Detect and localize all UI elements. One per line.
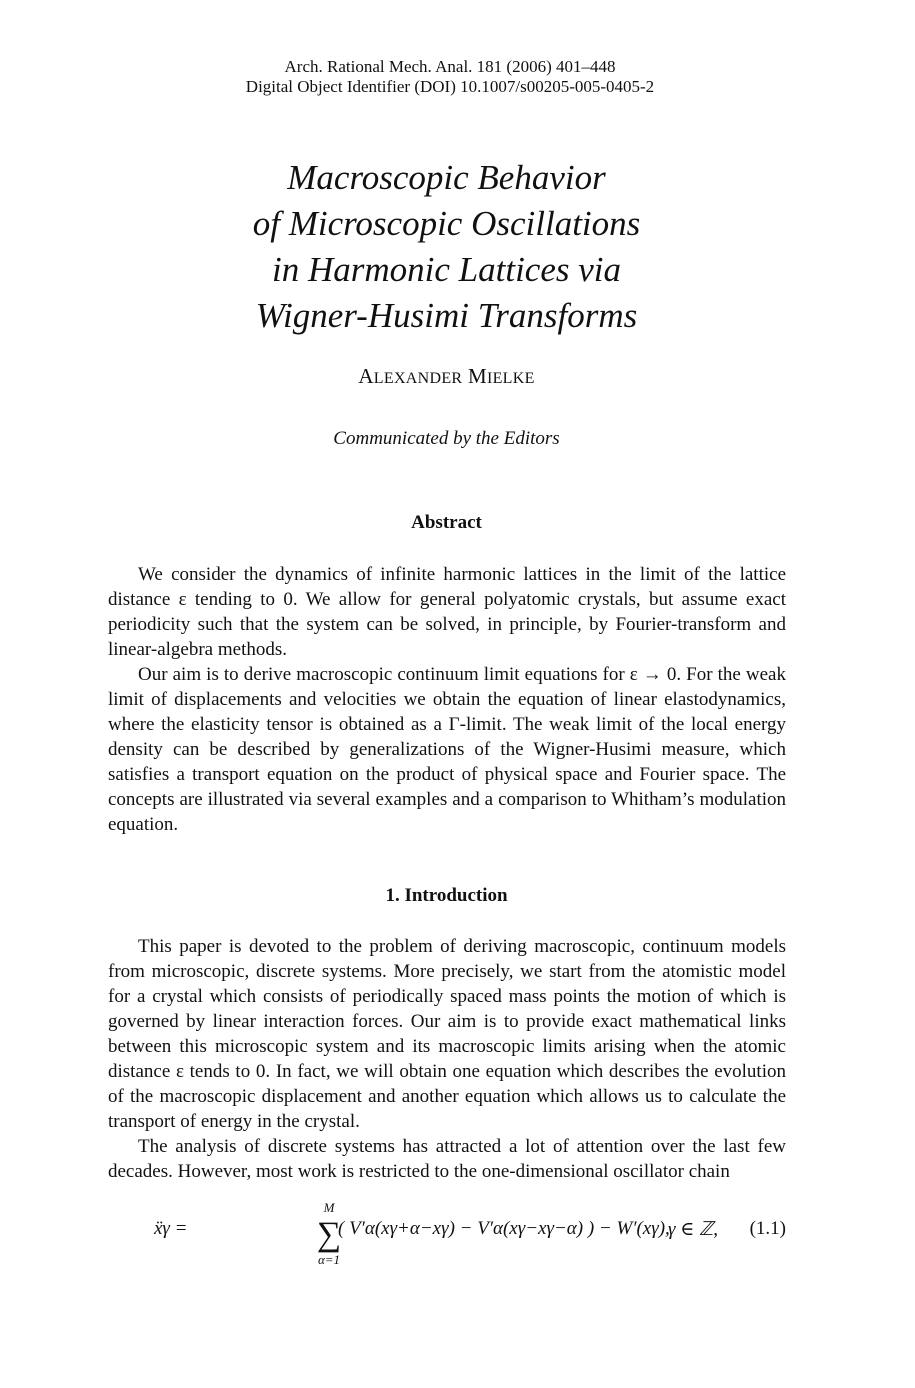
sum-lower-limit: α=1: [317, 1252, 341, 1267]
author-last-initial: M: [467, 364, 487, 388]
equation-rhs: ( V′α(xγ+α−xγ) − V′α(xγ−xγ−α) ) − W′(xγ),: [338, 1218, 670, 1239]
author-first-rest: LEXANDER: [373, 370, 463, 387]
paper-title: [0, 155, 893, 339]
equation-number: (1.1): [749, 1218, 786, 1239]
equation-condition: γ ∈ ℤ,: [668, 1219, 718, 1240]
introduction-heading: 1. Introduction: [385, 885, 508, 906]
abstract-text: [108, 562, 786, 837]
title-line-3: in Harmonic Lattices via: [272, 250, 621, 289]
intro-paragraph-2: The analysis of discrete systems has attracted a lot of attention over the last few decades. However, most work is restricted to the one-dimensional oscillator chain: [108, 1136, 786, 1182]
intro-paragraph-1: This paper is devoted to the problem of deriving macroscopic, continuum models from microscopic, discrete systems. More precisely, we start from the atomistic model for a crystal which consists of periodically spaced mass points the motion of which is governed by linear interaction forces. Our aim is to provide exact mathematical links between this microscopic system and its macroscopic limits arising when the atomic distance ε tends to 0. In fact, we will obtain one equation which describes the evolution of the macroscopic displacement and another equation which allows us to calculate the transport of energy in the crystal.: [108, 936, 786, 1132]
communicated-by: Communicated by the Editors: [333, 428, 560, 449]
abstract-paragraph-2: Our aim is to derive macroscopic continuum limit equations for ε → 0. For the weak limit of displacements and velocities we obtain the equation of linear elastodynamics, where the elasticity tensor is obtained as a Γ-limit. The weak limit of the local energy density can be described by generalizations of the Wigner-Husimi measure, which satisfies a transport equation on the product of physical space and Fourier space. The concepts are illustrated via several examples and a comparison to Whitham’s modulation equation.: [108, 664, 786, 835]
journal-citation: Arch. Rational Mech. Anal. 181 (2006) 401–448: [284, 57, 616, 76]
abstract-heading: Abstract: [411, 512, 482, 533]
author-name: [0, 364, 893, 389]
equation-lhs: ẍγ =: [154, 1218, 188, 1239]
journal-header: [0, 57, 900, 97]
equation-1-1: [108, 1200, 786, 1270]
abstract-paragraph-1: We consider the dynamics of infinite harmonic lattices in the limit of the lattice distance ε tending to 0. We allow for general polyatomic crystals, but assume exact periodicity such that the system can be solved, in principle, by Fourier-transform and linear-algebra methods.: [108, 564, 786, 660]
author-first-initial: A: [358, 364, 374, 388]
author-last-rest: IELKE: [486, 370, 535, 387]
sum-upper-limit: M: [323, 1200, 335, 1215]
sum-symbol: ∑: [316, 1216, 342, 1253]
title-line-1: Macroscopic Behavior: [287, 158, 606, 197]
title-line-2: of Microscopic Oscillations: [252, 204, 641, 243]
introduction-text: [108, 934, 786, 1184]
doi-line: Digital Object Identifier (DOI) 10.1007/s00205-005-0405-2: [245, 77, 655, 96]
title-line-4: Wigner-Husimi Transforms: [255, 296, 638, 335]
